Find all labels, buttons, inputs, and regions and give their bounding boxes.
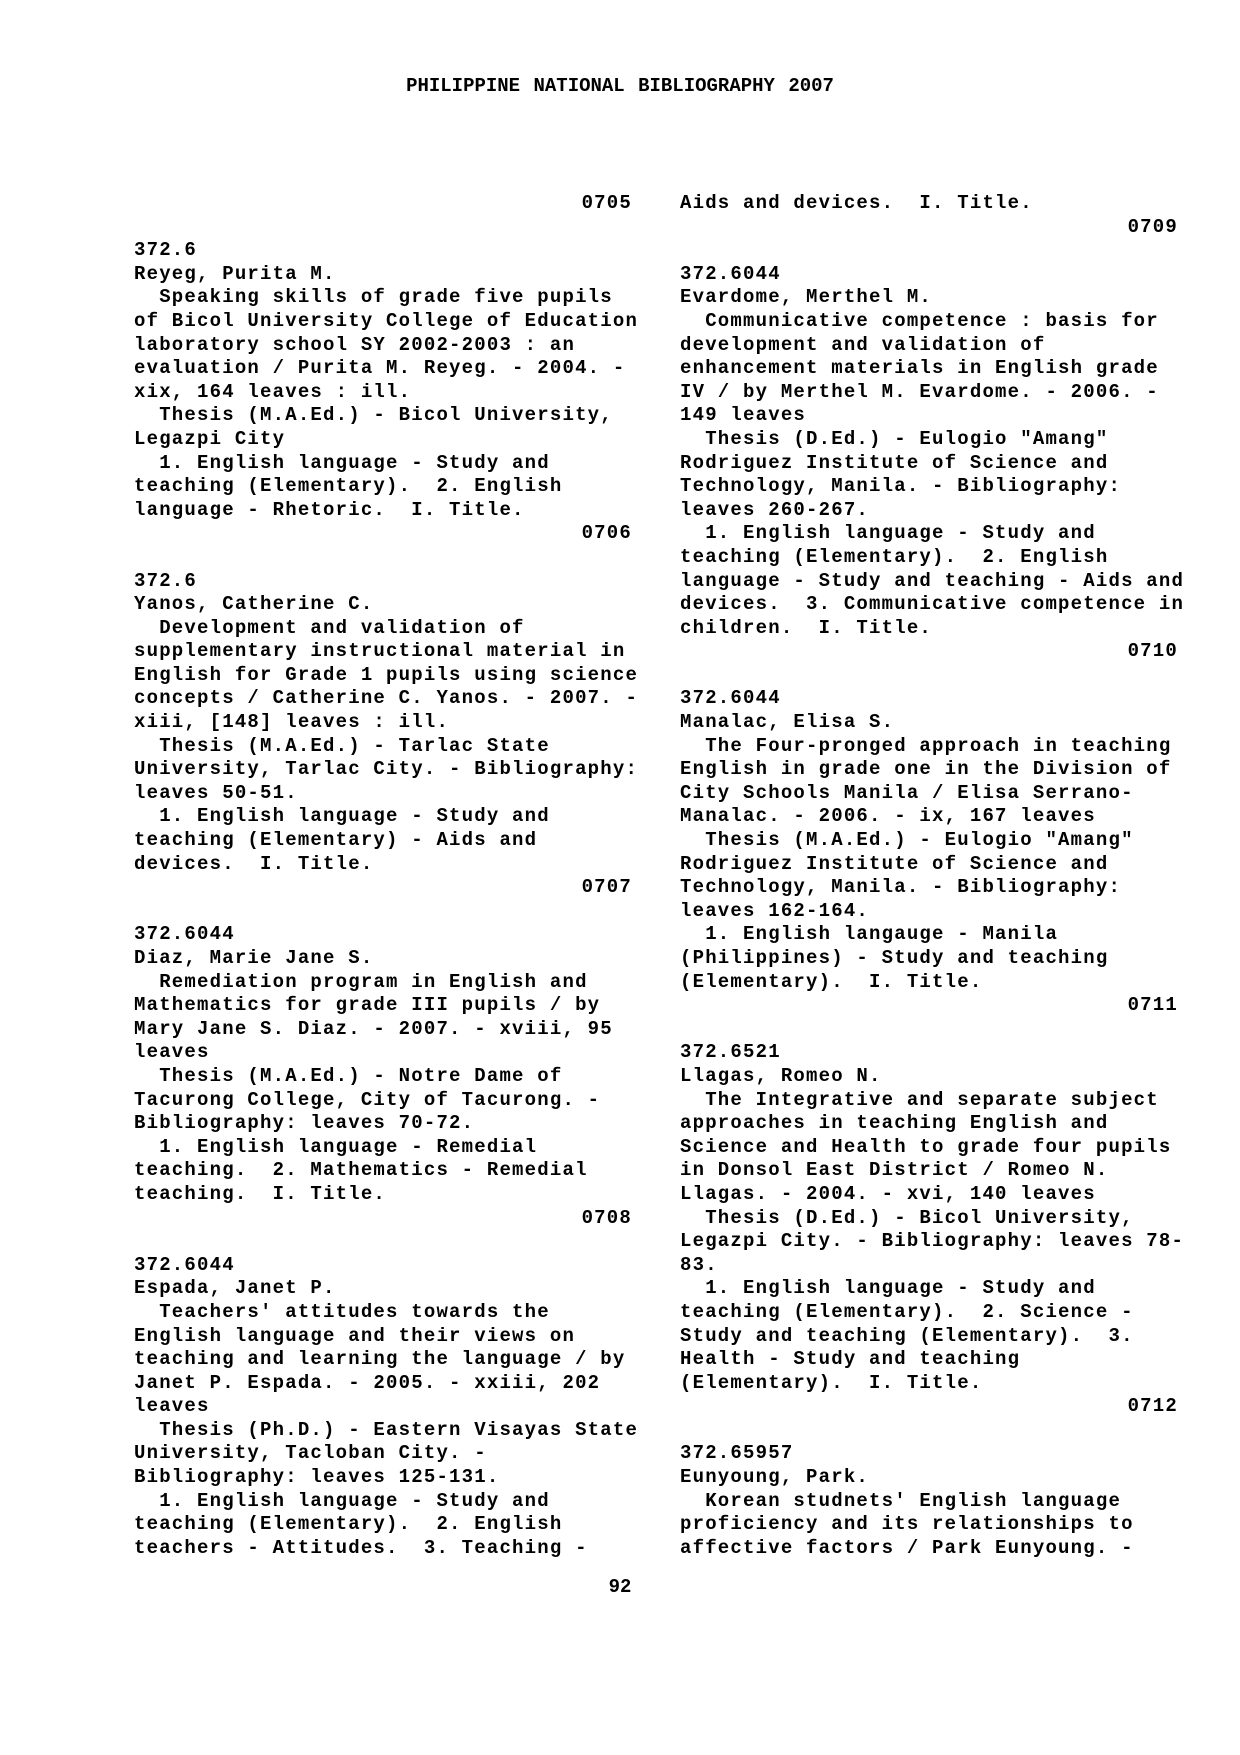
- entry-line: Health - Study and teaching: [680, 1348, 1021, 1371]
- entry-line: [680, 664, 1178, 688]
- entry-line: evaluation / Purita M. Reyeg. - 2004. -: [134, 357, 626, 380]
- entry-number: 0706: [581, 522, 632, 545]
- entry-line: [134, 216, 632, 240]
- entry-line: supplementary instructional material in: [134, 640, 626, 663]
- entry-line: Eunyoung, Park.: [680, 1466, 870, 1489]
- entry-line: English for Grade 1 pupils using science: [134, 663, 639, 686]
- entry-line: Evardome, Merthel M.: [680, 286, 933, 309]
- right-column: [680, 192, 1185, 1560]
- entry-number: 0708: [581, 1206, 632, 1229]
- entry-line: children. I. Title.: [680, 616, 933, 639]
- entry-line: Thesis (M.A.Ed.) - Tarlac State: [134, 734, 550, 757]
- entry-line: teaching (Elementary). 2. Science -: [680, 1300, 1134, 1323]
- entry-line: devices. I. Title.: [134, 852, 374, 875]
- entry-line: City Schools Manila / Elisa Serrano-: [680, 781, 1134, 804]
- entry-line: language - Rhetoric. I. Title.: [134, 498, 525, 521]
- entry-line: Legazpi City. - Bibliography: leaves 78-: [680, 1230, 1185, 1253]
- entry-number: 0709: [1127, 215, 1178, 238]
- page-number: 92: [608, 1576, 632, 1598]
- entry-line: Llagas, Romeo N.: [680, 1064, 882, 1087]
- entry-line: 1. English language - Study and: [134, 1489, 550, 1512]
- entry-line: (Elementary). I. Title.: [680, 1371, 983, 1394]
- entry-line: 372.6044: [680, 687, 781, 710]
- entry-line: 372.6: [134, 239, 198, 262]
- entry-line: teaching (Elementary). 2. English: [680, 545, 1109, 568]
- entry-line: xix, 164 leaves : ill.: [134, 380, 412, 403]
- entry-line: IV / by Merthel M. Evardome. - 2006. -: [680, 380, 1159, 403]
- entry-number: 0705: [581, 192, 632, 214]
- entry-line: [680, 239, 1178, 263]
- entry-line: English in grade one in the Division of: [680, 758, 1172, 781]
- entry-line: approaches in teaching English and: [680, 1112, 1109, 1135]
- entry-line: Korean studnets' English language: [680, 1489, 1122, 1512]
- entry-line: proficiency and its relationships to: [680, 1513, 1134, 1536]
- entry-line: concepts / Catherine C. Yanos. - 2007. -: [134, 687, 639, 710]
- entry-line: leaves 50-51.: [134, 781, 298, 804]
- entry-line: Rodriguez Institute of Science and: [680, 451, 1109, 474]
- entry-line: teaching (Elementary). 2. English: [134, 475, 563, 498]
- entry-line: Remediation program in English and: [134, 970, 588, 993]
- entry-line: enhancement materials in English grade: [680, 357, 1159, 380]
- entry-line: University, Tarlac City. - Bibliography:: [134, 758, 639, 781]
- entry-line: Rodriguez Institute of Science and: [680, 852, 1109, 875]
- entry-line: Thesis (Ph.D.) - Eastern Visayas State: [134, 1418, 639, 1441]
- entry-line: [680, 1419, 1178, 1443]
- entry-line: of Bicol University College of Education: [134, 309, 639, 332]
- entry-line: Bibliography: leaves 125-131.: [134, 1466, 500, 1489]
- entry-line: [134, 900, 632, 924]
- entry-line: 1. English language - Study and: [134, 805, 550, 828]
- entry-number: 0707: [581, 876, 632, 899]
- entry-line: English language and their views on: [134, 1324, 576, 1347]
- entry-line: Development and validation of: [134, 616, 525, 639]
- entry-line: Yanos, Catherine C.: [134, 593, 374, 616]
- entry-line: devices. 3. Communicative competence in: [680, 593, 1185, 616]
- entry-line: in Donsol East District / Romeo N.: [680, 1159, 1109, 1182]
- entry-line: 149 leaves: [680, 404, 807, 427]
- entry-line: (Philippines) - Study and teaching: [680, 947, 1109, 969]
- entry-line: Science and Health to grade four pupils: [680, 1135, 1172, 1158]
- entry-line: (Elementary). I. Title.: [680, 970, 983, 993]
- entry-line: leaves: [134, 1395, 210, 1418]
- entry-line: Thesis (M.A.Ed.) - Eulogio "Amang": [680, 829, 1134, 852]
- entry-line: 1. English langauge - Manila: [680, 923, 1059, 946]
- entry-line: 372.6044: [134, 923, 235, 946]
- entry-line: development and validation of: [680, 333, 1046, 356]
- entry-line: 372.6044: [680, 262, 781, 285]
- entry-line: Llagas. - 2004. - xvi, 140 leaves: [680, 1182, 1096, 1205]
- entry-line: Technology, Manila. - Bibliography:: [680, 876, 1122, 899]
- entry-line: University, Tacloban City. -: [134, 1442, 487, 1465]
- entry-line: 1. English language - Remedial: [134, 1135, 538, 1158]
- entry-line: 372.6044: [134, 1253, 235, 1276]
- entry-line: Thesis (D.Ed.) - Bicol University,: [680, 1206, 1134, 1229]
- entry-line: teaching and learning the language / by: [134, 1348, 626, 1371]
- entry-line: [134, 546, 632, 570]
- entry-line: Janet P. Espada. - 2005. - xxiii, 202: [134, 1371, 601, 1394]
- entry-line: 372.6521: [680, 1041, 781, 1064]
- entry-line: teaching (Elementary). 2. English: [134, 1513, 563, 1536]
- entry-line: Espada, Janet P.: [134, 1277, 336, 1300]
- entry-line: teaching (Elementary) - Aids and: [134, 829, 538, 852]
- entry-line: laboratory school SY 2002-2003 : an: [134, 333, 576, 356]
- entry-line: teaching. I. Title.: [134, 1182, 387, 1205]
- entry-line: affective factors / Park Eunyoung. -: [680, 1536, 1134, 1559]
- entry-line: Communicative competence : basis for: [680, 309, 1159, 332]
- entry-line: Thesis (D.Ed.) - Eulogio "Amang": [680, 427, 1109, 450]
- entry-line: leaves: [134, 1041, 210, 1064]
- entry-line: teaching. 2. Mathematics - Remedial: [134, 1159, 588, 1182]
- entry-line: Mathematics for grade III pupils / by: [134, 994, 601, 1017]
- entry-line: Tacurong College, City of Tacurong. -: [134, 1088, 601, 1111]
- entry-line: 83.: [680, 1253, 718, 1276]
- entry-line: [680, 1018, 1178, 1042]
- entry-line: Study and teaching (Elementary). 3.: [680, 1324, 1134, 1347]
- entry-line: language - Study and teaching - Aids and: [680, 569, 1185, 592]
- page-header-title: PHILIPPINE NATIONAL BIBLIOGRAPHY 2007: [406, 75, 834, 97]
- entry-line: [134, 1230, 632, 1254]
- entry-line: Thesis (M.A.Ed.) - Notre Dame of: [134, 1064, 563, 1087]
- entry-line: Manalac. - 2006. - ix, 167 leaves: [680, 805, 1096, 828]
- entry-line: 1. English language - Study and: [680, 1277, 1096, 1300]
- entry-number: 0711: [1127, 994, 1178, 1017]
- entry-line: Aids and devices. I. Title.: [680, 192, 1033, 214]
- entry-line: 372.65957: [680, 1442, 794, 1465]
- entry-line: leaves 162-164.: [680, 899, 870, 922]
- entry-line: Legazpi City: [134, 427, 286, 450]
- entry-number: 0710: [1127, 640, 1178, 663]
- entry-line: 372.6: [134, 569, 198, 592]
- entry-line: Bibliography: leaves 70-72.: [134, 1112, 475, 1135]
- entry-line: teachers - Attitudes. 3. Teaching -: [134, 1536, 588, 1559]
- entry-line: Diaz, Marie Jane S.: [134, 947, 374, 969]
- entry-line: Speaking skills of grade five pupils: [134, 286, 613, 309]
- entry-line: The Integrative and separate subject: [680, 1088, 1159, 1111]
- entry-line: Reyeg, Purita M.: [134, 262, 336, 285]
- entry-line: leaves 260-267.: [680, 498, 870, 521]
- entry-line: The Four-pronged approach in teaching: [680, 734, 1172, 757]
- left-column: [134, 192, 639, 1560]
- entry-line: 1. English language - Study and: [680, 522, 1096, 545]
- entry-number: 0712: [1127, 1395, 1178, 1418]
- entry-line: xiii, [148] leaves : ill.: [134, 711, 450, 734]
- entry-line: 1. English language - Study and: [134, 451, 550, 474]
- entry-line: Thesis (M.A.Ed.) - Bicol University,: [134, 404, 613, 427]
- entry-line: Manalac, Elisa S.: [680, 711, 895, 734]
- entry-line: Technology, Manila. - Bibliography:: [680, 475, 1122, 498]
- entry-line: Mary Jane S. Diaz. - 2007. - xviii, 95: [134, 1017, 613, 1040]
- entry-line: Teachers' attitudes towards the: [134, 1300, 550, 1323]
